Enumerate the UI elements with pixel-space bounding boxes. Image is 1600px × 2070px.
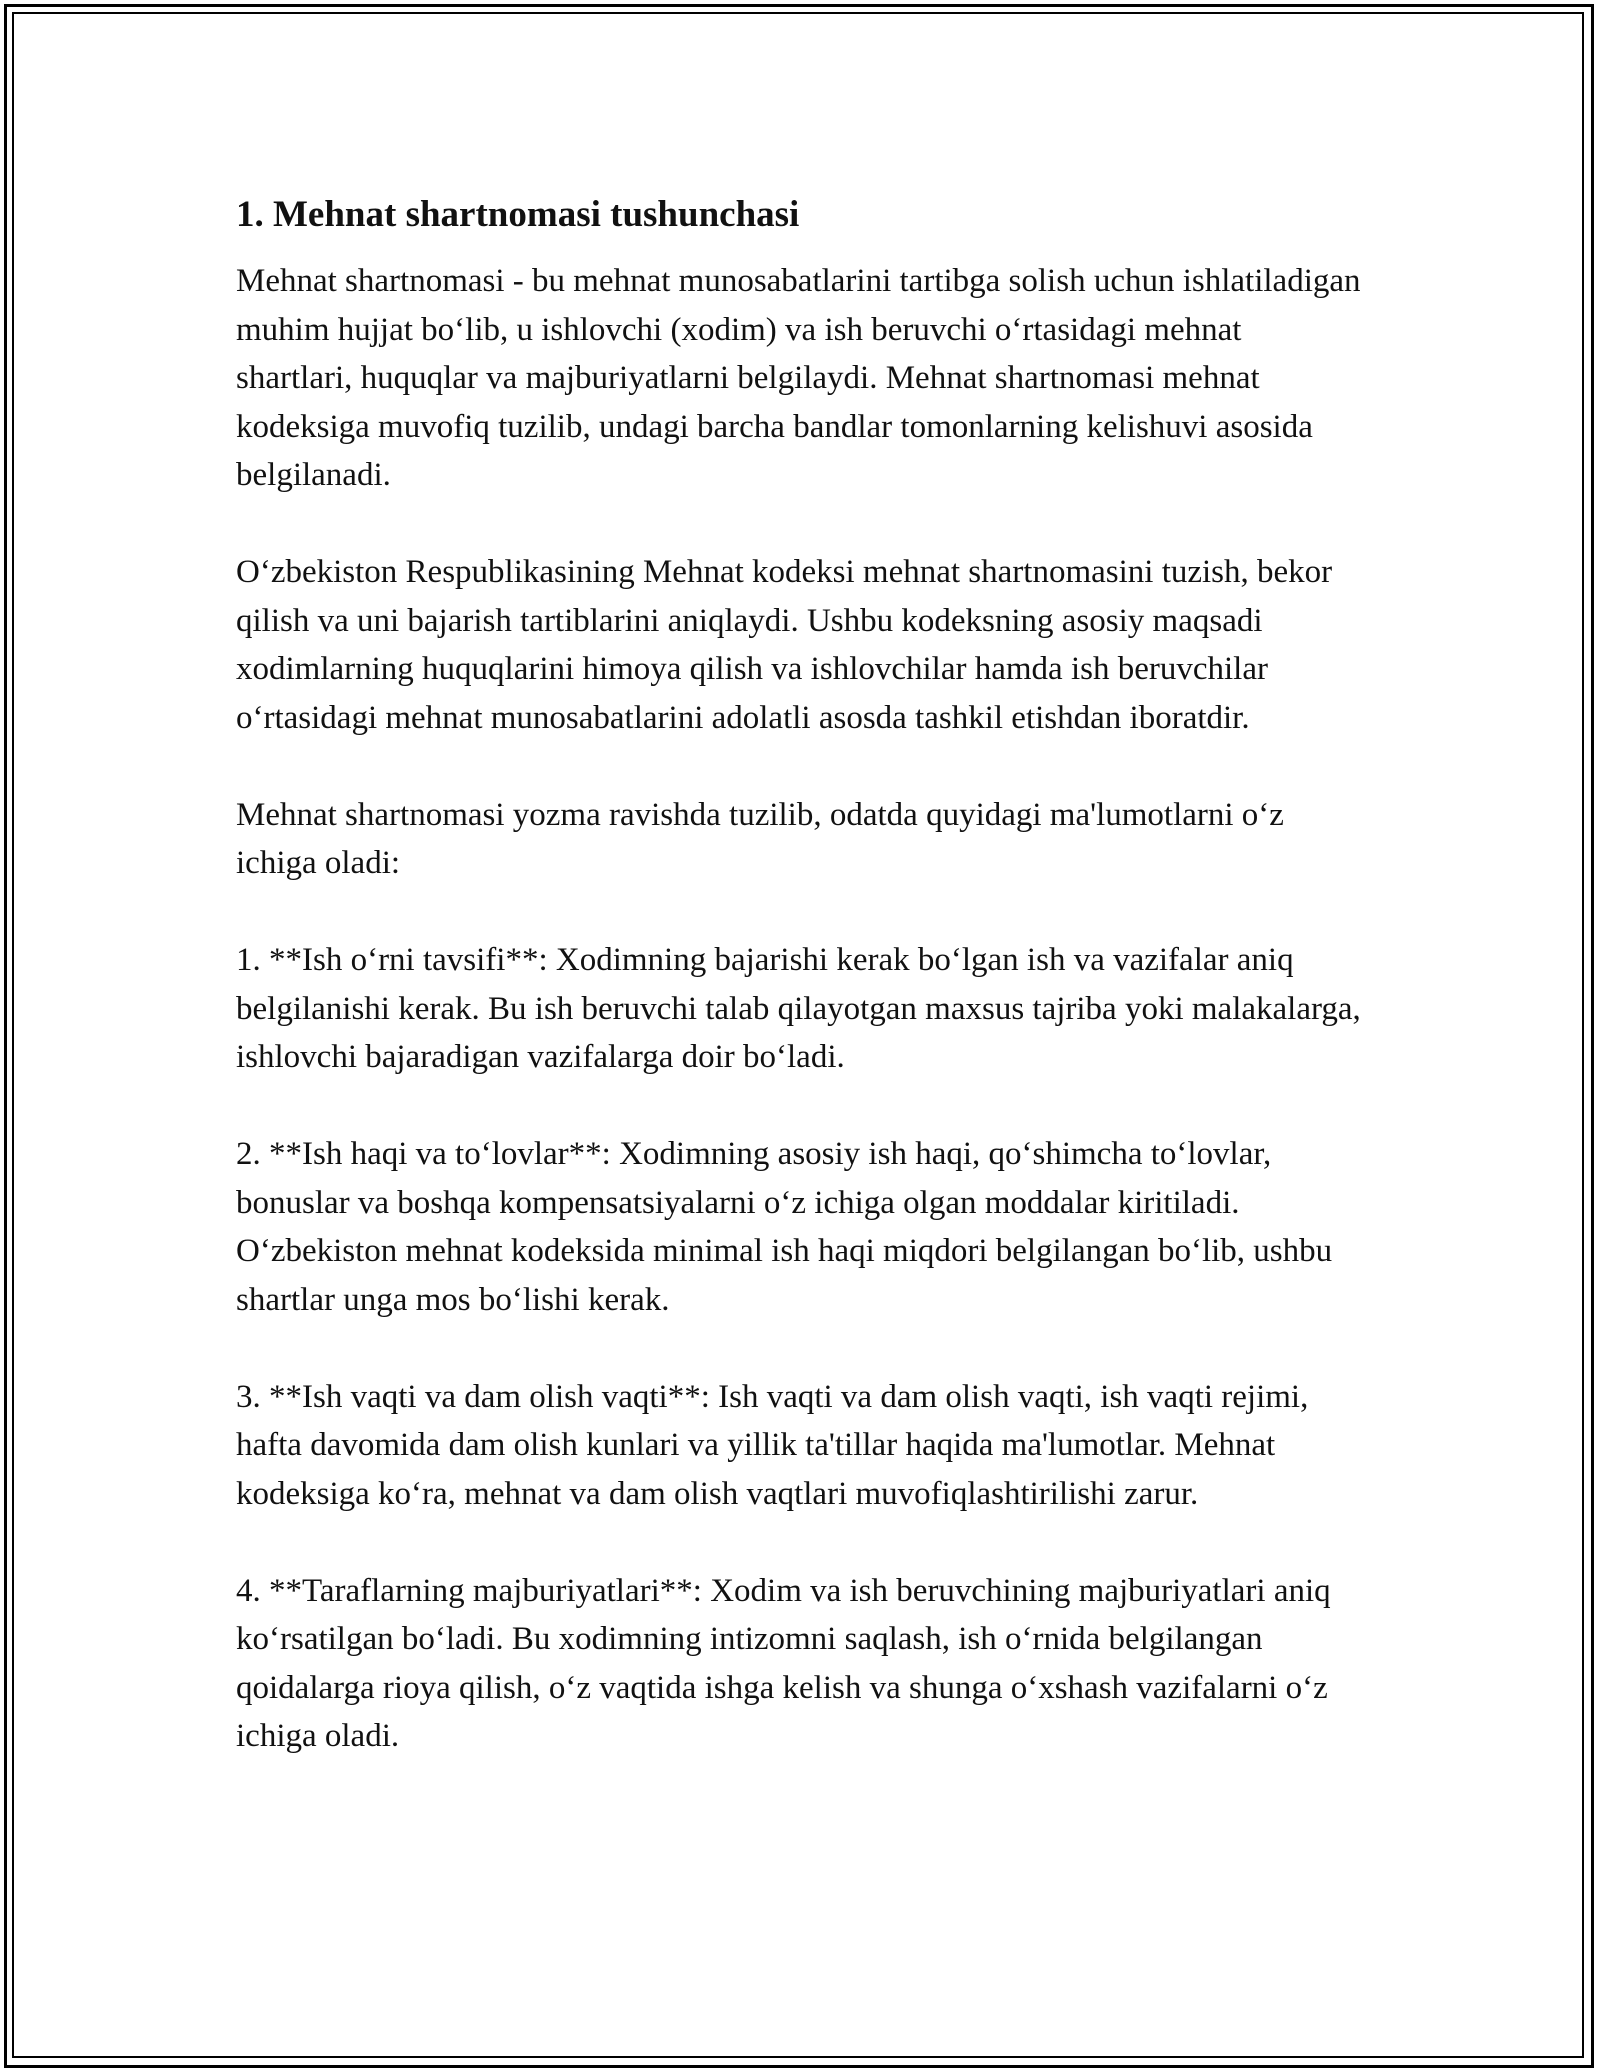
section-heading: 1. Mehnat shartnomasi tushunchasi: [236, 194, 800, 235]
document-body: [236, 185, 1366, 1809]
paragraph-contents-intro: Mehnat shartnomasi yozma ravishda tuzilib, odatda quyidagi ma'lumotlarni o‘z ichiga oladi:: [236, 796, 1284, 881]
paragraph-labor-code: O‘zbekiston Respublikasining Mehnat kodeksi mehnat shartnomasini tuzish, bekor qilish va uni bajarish tartiblarini aniqlaydi. Ushbu kodeksning asosiy maqsadi xodimlarning huquqlarini himoya qilish va ishlovchilar hamda ish beruvchilar o‘rtasidagi mehnat munosabatlarini adolatli asosda tashkil etishdan iboratdir.: [236, 554, 1333, 736]
list-item-salary: 2. **Ish haqi va to‘lovlar**: Xodimning asosiy ish haqi, qo‘shimcha to‘lovlar, bonuslar va boshqa kompensatsiyalarni o‘z ichiga olgan moddalar kiritiladi. O‘zbekiston mehnat kodeksida minimal ish haqi miqdori belgilangan bo‘lib, ushbu shartlar unga mos bo‘lishi kerak.: [236, 1136, 1333, 1318]
paragraph-definition: Mehnat shartnomasi - bu mehnat munosabatlarini tartibga solish uchun ishlatiladigan muhim hujjat bo‘lib, u ishlovchi (xodim) va ish beruvchi o‘rtasidagi mehnat shartlari, huquqlar va majburiyatlarni belgilaydi. Mehnat shartnomasi mehnat kodeksiga muvofiq tuzilib, undagi barcha bandlar tomonlarning kelishuvi asosida belgilanadi.: [236, 263, 1361, 493]
list-item-obligations: 4. **Taraflarning majburiyatlari**: Xodim va ish beruvchining majburiyatlari aniq ko‘rsatilgan bo‘ladi. Bu xodimning intizomni saqlash, ish o‘rnida belgilangan qoidalarga rioya qilish, o‘z vaqtida ishga kelish va shunga o‘xshash vazifalarni o‘z ichiga oladi.: [236, 1572, 1331, 1754]
list-item-working-hours: 3. **Ish vaqti va dam olish vaqti**: Ish vaqti va dam olish vaqti, ish vaqti rejimi, hafta davomida dam olish kunlari va yillik ta'tillar haqida ma'lumotlar. Mehnat kodeksiga ko‘ra, mehnat va dam olish vaqtlari muvofiqlashtirilishi zarur.: [236, 1378, 1309, 1512]
list-item-job-description: 1. **Ish o‘rni tavsifi**: Xodimning bajarishi kerak bo‘lgan ish va vazifalar aniq belgilanishi kerak. Bu ish beruvchi talab qilayotgan maxsus tajriba yoki malakalarga, ishlovchi bajaradigan vazifalarga doir bo‘ladi.: [236, 942, 1361, 1075]
